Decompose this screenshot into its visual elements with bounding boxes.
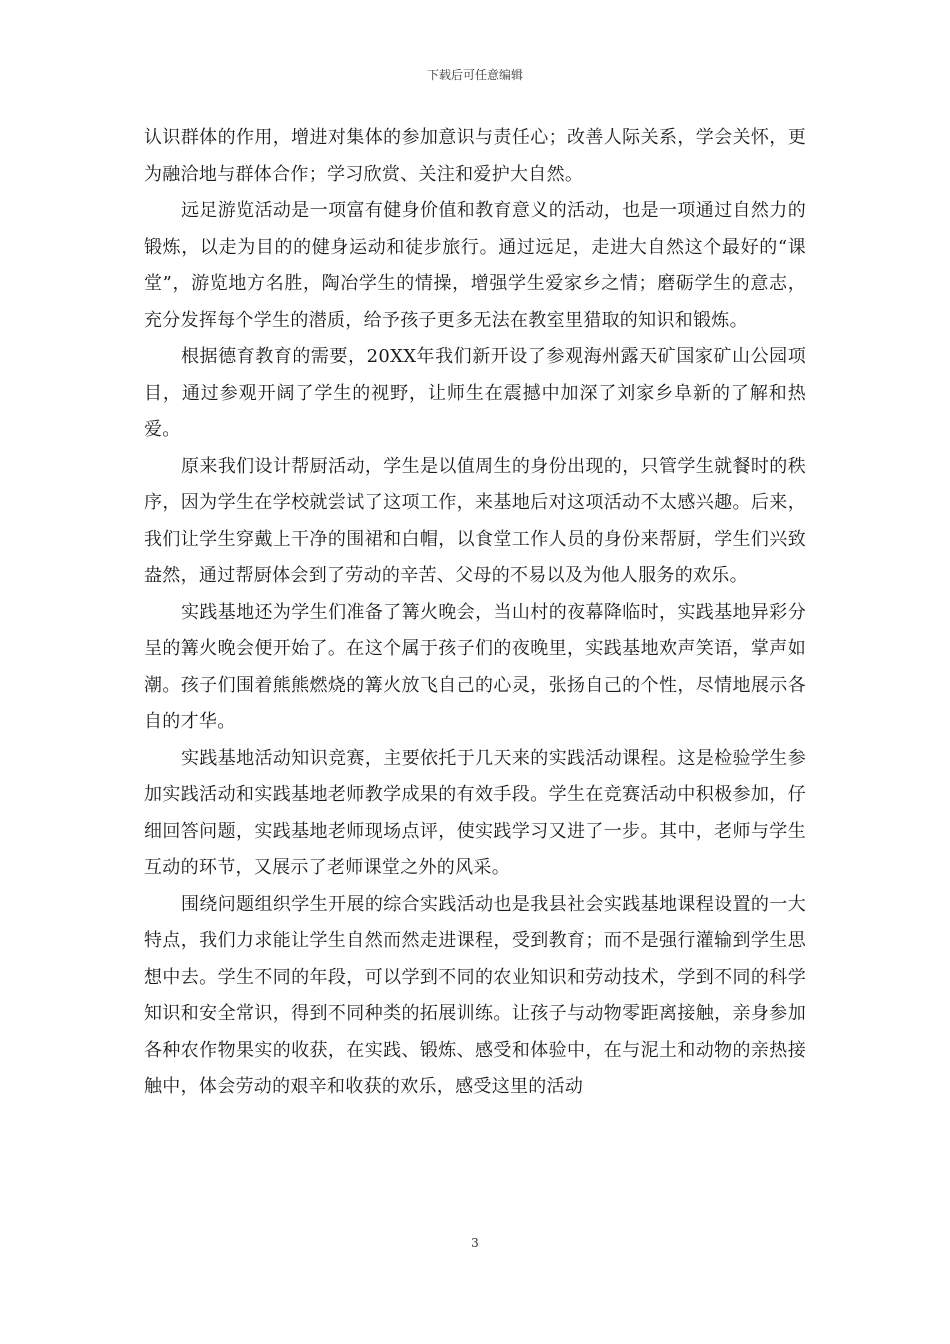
paragraph: 根据德育教育的需要，20XX年我们新开设了参观海州露天矿国家矿山公园项目，通过参观开阔了学生的视野，让师生在震撼中加深了刘家乡阜新的了解和热爱。 bbox=[144, 346, 806, 440]
paragraph: 远足游览活动是一项富有健身价值和教育意义的活动，也是一项通过自然力的锻炼，以走为目的的健身运动和徒步旅行。通过远足，走进大自然这个最好的“课堂”，游览地方名胜，陶冶学生的情操，增强学生爱家乡之情；磨砺学生的意志，充分发挥每个学生的潜质，给予孩子更多无法在教室里猎取的知识和锻炼。 bbox=[144, 200, 806, 331]
document-body bbox=[144, 120, 806, 1106]
page-header: 下载后可任意编辑 bbox=[426, 68, 523, 82]
paragraph: 围绕问题组织学生开展的综合实践活动也是我县社会实践基地课程设置的一大特点，我们力求能让学生自然而然走进课程，受到教育；而不是强行灌输到学生思想中去。学生不同的年段，可以学到不同的农业知识和劳动技术，学到不同的科学知识和安全常识，得到不同种类的拓展训练。让孩子与动物零距离接触，亲身参加各种农作物果实的收获，在实践、锻炼、感受和体验中，在与泥土和动物的亲热接触中，体会劳动的艰辛和收获的欢乐，感受这里的活动 bbox=[144, 893, 806, 1097]
paragraph: 认识群体的作用，增进对集体的参加意识与责任心；改善人际关系，学会关怀，更为融洽地与群体合作；学习欣赏、关注和爱护大自然。 bbox=[144, 127, 806, 185]
paragraph: 原来我们设计帮厨活动，学生是以值周生的身份出现的，只管学生就餐时的秩序，因为学生在学校就尝试了这项工作，来基地后对这项活动不太感兴趣。后来，我们让学生穿戴上干净的围裙和白帽，以食堂工作人员的身份来帮厨，学生们兴致盎然，通过帮厨体会到了劳动的辛苦、父母的不易以及为他人服务的欢乐。 bbox=[144, 455, 806, 586]
paragraph: 实践基地活动知识竞赛，主要依托于几天来的实践活动课程。这是检验学生参加实践活动和实践基地老师教学成果的有效手段。学生在竞赛活动中积极参加，仔细回答问题，实践基地老师现场点评，使实践学习又进了一步。其中，老师与学生互动的环节，又展示了老师课堂之外的风采。 bbox=[144, 747, 806, 878]
paragraph: 实践基地还为学生们准备了篝火晚会，当山村的夜幕降临时，实践基地异彩分呈的篝火晚会便开始了。在这个属于孩子们的夜晚里，实践基地欢声笑语，掌声如潮。孩子们围着熊熊燃烧的篝火放飞自己的心灵，张扬自己的个性，尽情地展示各自的才华。 bbox=[144, 601, 806, 732]
page-number: 3 bbox=[471, 1236, 479, 1250]
